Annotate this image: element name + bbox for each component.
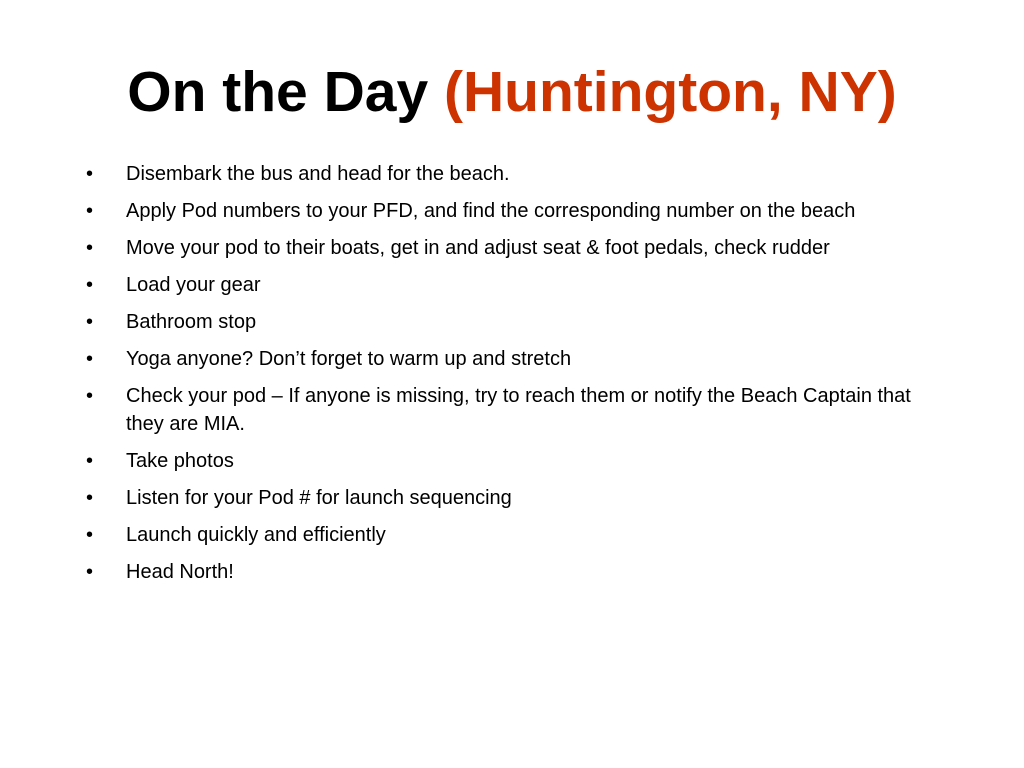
- bullet-icon: •: [86, 524, 94, 546]
- bullet-text: Head North!: [126, 561, 234, 583]
- bullet-icon: •: [86, 311, 94, 333]
- bullet-item: [86, 484, 926, 512]
- bullet-item: [86, 382, 926, 438]
- bullet-item: [86, 345, 926, 373]
- slide-title: [0, 56, 1024, 128]
- bullet-icon: •: [86, 237, 94, 259]
- bullet-item: [86, 197, 926, 225]
- bullet-item: [86, 234, 926, 262]
- bullet-item: [86, 447, 926, 475]
- bullet-text: Take photos: [126, 450, 234, 472]
- bullet-item: [86, 558, 926, 586]
- bullet-text: Listen for your Pod # for launch sequencing: [126, 487, 512, 509]
- bullet-icon: •: [86, 200, 94, 222]
- bullet-item: [86, 271, 926, 299]
- bullet-text: Check your pod – If anyone is missing, try to reach them or notify the Beach Captain that they are MIA.: [126, 385, 911, 435]
- bullet-list: [86, 160, 926, 595]
- bullet-icon: •: [86, 487, 94, 509]
- bullet-icon: •: [86, 274, 94, 296]
- bullet-text: Yoga anyone? Don’t forget to warm up and stretch: [126, 348, 572, 370]
- bullet-icon: •: [86, 348, 94, 370]
- bullet-item: [86, 521, 926, 549]
- title-location: (Huntington, NY): [444, 60, 897, 124]
- bullet-text: Disembark the bus and head for the beach.: [126, 163, 510, 185]
- bullet-text: Load your gear: [126, 274, 261, 296]
- bullet-item: [86, 308, 926, 336]
- bullet-item: [86, 160, 926, 188]
- bullet-text: Apply Pod numbers to your PFD, and find the corresponding number on the beach: [126, 200, 856, 222]
- bullet-icon: •: [86, 163, 94, 185]
- title-main: On the Day: [127, 60, 429, 124]
- bullet-icon: •: [86, 385, 94, 407]
- bullet-text: Launch quickly and efficiently: [126, 524, 386, 546]
- bullet-text: Move your pod to their boats, get in and adjust seat & foot pedals, check rudder: [126, 237, 830, 259]
- bullet-icon: •: [86, 561, 94, 583]
- bullet-text: Bathroom stop: [126, 311, 257, 333]
- bullet-icon: •: [86, 450, 94, 472]
